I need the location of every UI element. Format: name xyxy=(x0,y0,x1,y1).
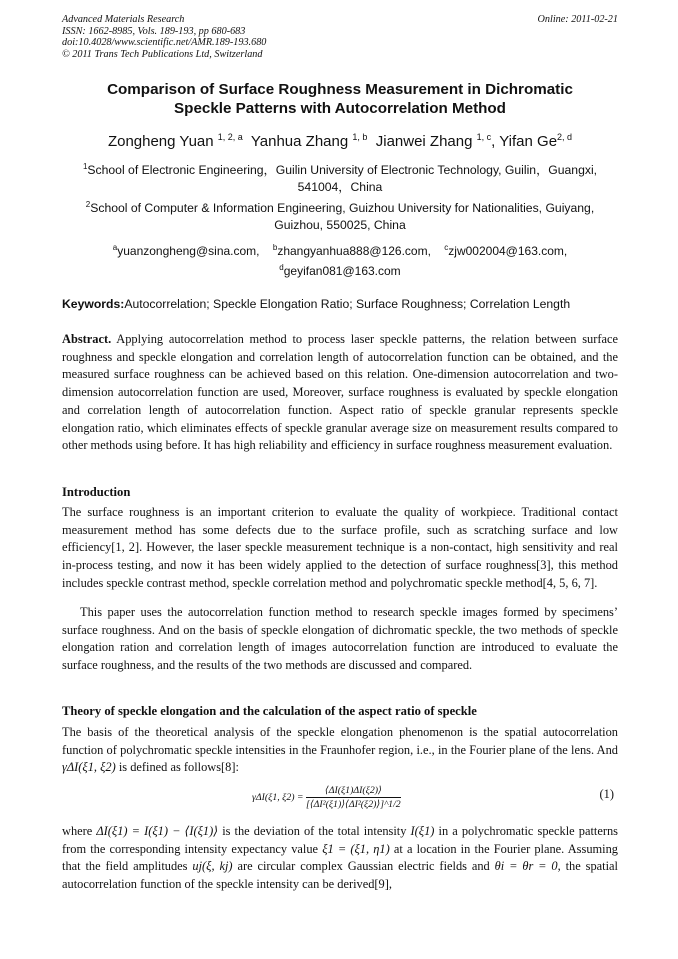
affiliation-line: School of Computer & Information Engineering, Guizhou University for Nationalities, Guiyang, xyxy=(90,201,595,215)
author-sup: 1, 2, a xyxy=(217,132,243,142)
author-name: Zongheng Yuan xyxy=(107,133,214,150)
title-line-1: Comparison of Surface Roughness Measurement in Dichromatic xyxy=(107,81,573,98)
intro-paragraph-1: The surface roughness is an important criterion to evaluate the quality of workpiece. Traditional contact measurement method has some defects due to the surface profile, such as scratching surface and low efficiency[1, 2]. However, the laser speckle measurement technique is a non-contact, high sensitivity and real in-process testing, and now it has been widely applied to the detection of surface roughness[3], this method includes speckle contrast method, speckle correlation method and polychromatic speckle method[4, 5, 6, 7]. xyxy=(62,505,618,590)
author-list: Zongheng Yuan $^{1, 2, a}$ Yanhua Zhang $^{1, b}$ Jianwei Zhang $^{1, c}$, Yifan Ge$^{2, d}$ xyxy=(107,132,573,150)
theory-text: where xyxy=(62,824,93,838)
doi-line: doi:10.4028/www.scientific.net/AMR.189-193.680 xyxy=(62,37,267,49)
email-sup: c xyxy=(444,243,449,252)
theory-text: , the spatial autocorrelation function of the speckle intensity can be derived[9], xyxy=(62,859,618,892)
title-line-2: Speckle Patterns with Autocorrelation Method xyxy=(174,100,506,117)
paper-title xyxy=(62,80,618,118)
math-expression: θi = θr = 0 xyxy=(494,859,558,874)
theory-text: at a location in the Fourier plane. Assuming that the field amplitudes xyxy=(62,841,618,874)
email-c: zjw002004@163.com, xyxy=(448,244,568,258)
theory-text: The basis of the theoretical analysis of the speckle elongation phenomenon is the spatial autocorrelation function of polychromatic speckle intensities in the Fraunhofer region, i.e., in the Fourier plane of the lens. And xyxy=(62,725,618,757)
author-name: Jianwei Zhang xyxy=(375,133,473,150)
gamma-symbol: γΔI(ξ1, ξ2) xyxy=(62,760,116,775)
intro-paragraph-2: This paper uses the autocorrelation function method to research speckle images formed by specimens’ surface roughness. And on the basis of speckle elongation of dichromatic speckle, the two methods of speckle elongation ration and correlation length of images autocorrelation function are introduced to evaluate the surface roughness, and the results of the two methods are discussed and compared. xyxy=(62,605,618,673)
abstract xyxy=(62,331,618,455)
abstract-text: Applying autocorrelation method to process laser speckle patterns, the relation between surface roughness and speckle elongation and correlation length of autocorrelation function can be obtained, and the measured surface roughness can be achieved based on this relation. One-dimension autocorrelation and two-dimension autocorrelation function are used, Moreover, surface roughness is evaluated by speckle elongation and correlation length of autocorrelation function. Aspect ratio of speckle granular represents speckle elongation ratio, which eliminates effects of speckle granular average size on measurement results compared to other methods using before. It has high reliability and efficiency in surface roughness measurement evaluation. xyxy=(62,332,618,453)
email-d: geyifan081@163.com xyxy=(283,263,401,278)
equation-number: (1) xyxy=(599,787,614,801)
keywords-text: Autocorrelation; Speckle Elongation Ratio; Surface Roughness; Correlation Length xyxy=(124,297,571,311)
math-expression: ΔI(ξ1) = I(ξ1) − ⟨I(ξ1)⟩ xyxy=(96,824,219,838)
email-sup: a xyxy=(112,243,118,252)
keywords xyxy=(62,297,618,311)
math-expression: I(ξ1) xyxy=(410,824,435,838)
affiliation-line: Guizhou, 550025, China xyxy=(274,218,406,232)
email-sup: d xyxy=(279,262,284,272)
theory-paragraph-2 xyxy=(62,823,618,894)
author-name: Yanhua Zhang xyxy=(250,133,349,150)
equation-body xyxy=(252,785,401,810)
online-date: Online: 2011-02-21 xyxy=(537,14,618,25)
section-heading-theory: Theory of speckle elongation and the calculation of the aspect ratio of speckle xyxy=(62,704,477,718)
email-b: zhangyanhua888@126.com, xyxy=(277,244,431,258)
keywords-label: Keywords: xyxy=(62,297,125,311)
equation-fraction xyxy=(306,785,401,810)
section-heading-introduction: Introduction xyxy=(62,485,131,499)
theory-text: is the deviation of the total intensity xyxy=(222,824,407,838)
theory-paragraph-1 xyxy=(62,724,618,777)
affiliation-1 xyxy=(62,158,618,196)
affiliation-sup: 1 xyxy=(82,162,88,171)
email-a: yuanzongheng@sina.com, xyxy=(117,244,260,258)
math-expression: ξ1 = (ξ1, η1) xyxy=(322,841,390,856)
affiliation-sup: 2 xyxy=(85,200,91,209)
author-sup: 2, d xyxy=(557,132,573,142)
math-expression: uj(ξ, kj) xyxy=(192,859,233,874)
equation-numerator: ⟨ΔI(ξ1)ΔI(ξ2)⟩ xyxy=(306,785,401,798)
author-sup: 1, b xyxy=(352,132,368,142)
equation-denominator: [⟨ΔI²(ξ1)⟩⟨ΔI²(ξ2)⟩]^1/2 xyxy=(306,799,401,810)
equation-1 xyxy=(62,785,618,821)
author-name: Yifan Ge xyxy=(499,133,558,150)
theory-text: are circular complex Gaussian electric fields and xyxy=(237,859,490,874)
affiliation-line: School of Electronic Engineering，Guilin University of Electronic Technology, Guilin，Guangxi, xyxy=(87,163,598,177)
theory-text: in a polychromatic speckle patterns from the corresponding intensity expectancy value xyxy=(62,824,618,856)
journal-header xyxy=(62,14,618,60)
author-sup: 1, c xyxy=(476,132,492,142)
equation-lhs: γΔI(ξ1, ξ2) = xyxy=(252,791,304,803)
issn-line: ISSN: 1662-8985, Vols. 189-193, pp 680-683 xyxy=(62,25,246,37)
affiliation-2 xyxy=(62,196,618,234)
abstract-label: Abstract. xyxy=(62,332,112,346)
theory-text: is defined as follows[8]: xyxy=(118,760,239,775)
affiliation-line: 541004，China xyxy=(297,180,383,194)
author-emails xyxy=(62,240,618,279)
email-sup: b xyxy=(272,243,278,252)
copyright-line: © 2011 Trans Tech Publications Ltd, Switzerland xyxy=(62,48,263,60)
journal-name: Advanced Materials Research xyxy=(62,14,185,25)
